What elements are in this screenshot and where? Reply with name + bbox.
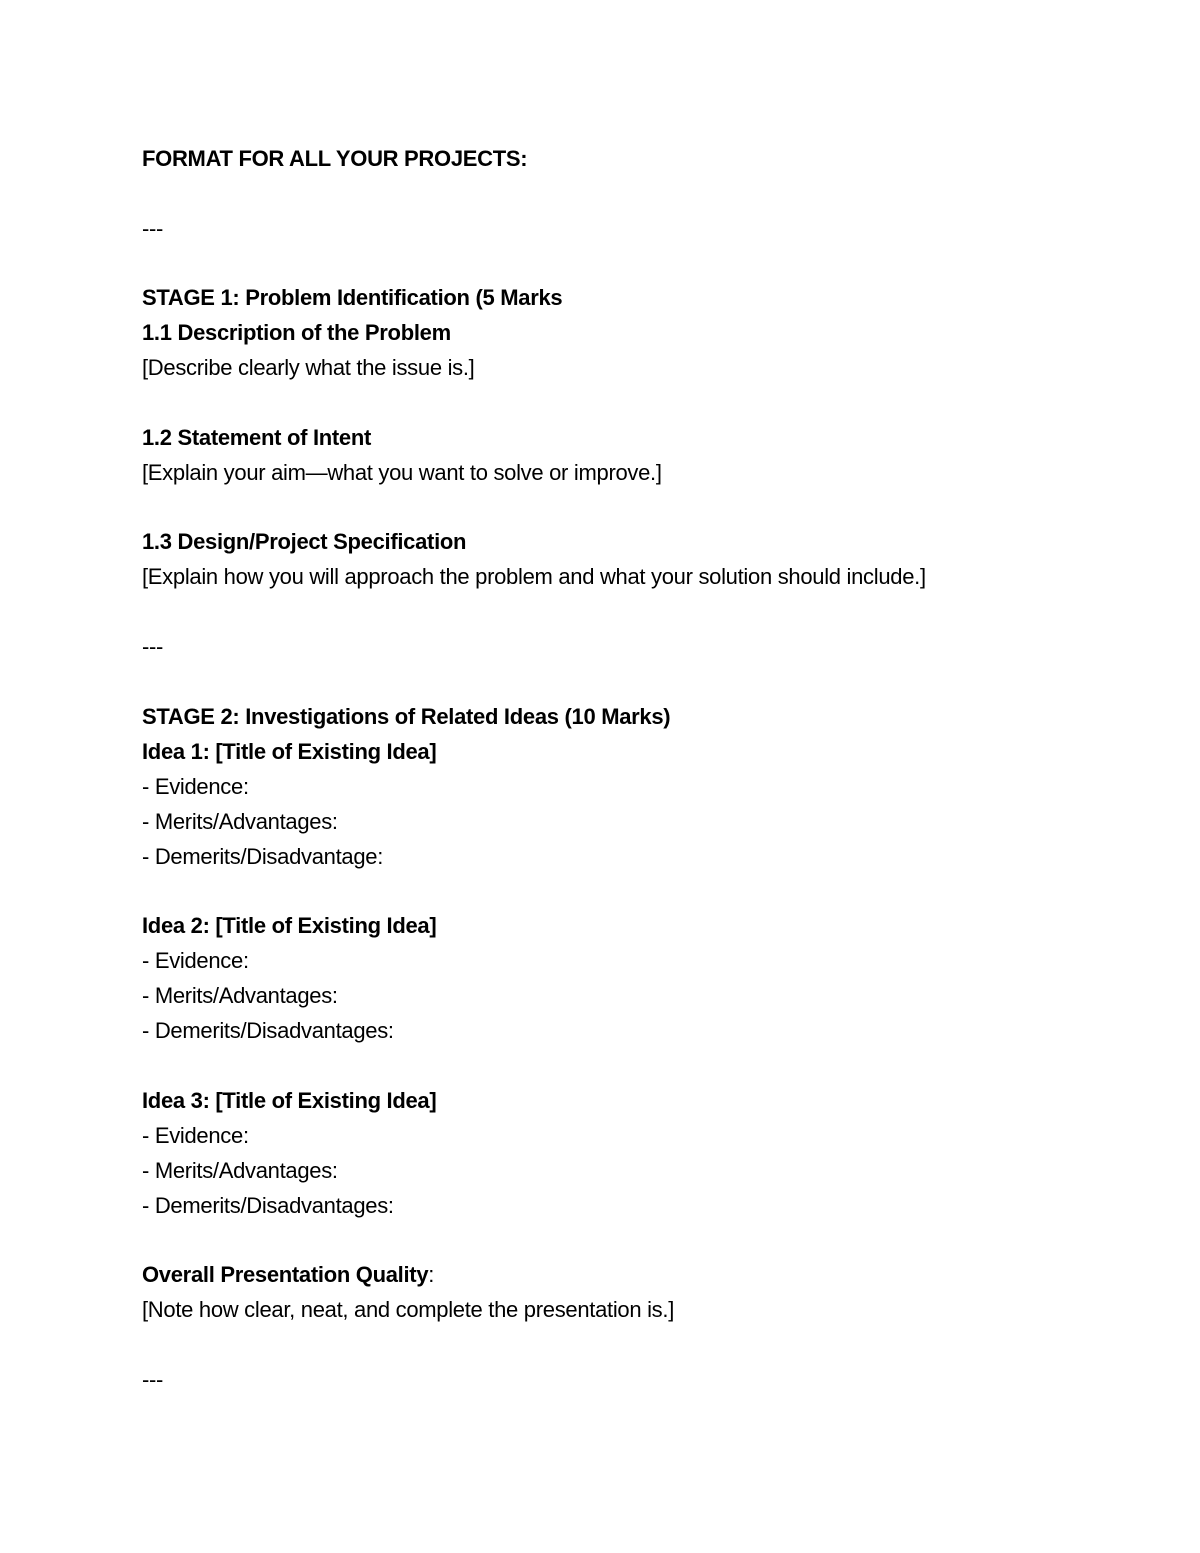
idea-2-merits: - Merits/Advantages:: [142, 983, 338, 1008]
idea-2-evidence: - Evidence:: [142, 948, 249, 973]
section-1-3-title: 1.3 Design/Project Specification: [142, 529, 467, 554]
section-1-1-text: [Describe clearly what the issue is.]: [142, 355, 475, 380]
section-1-3-text: [Explain how you will approach the problem and what your solution should include.]: [142, 564, 926, 589]
section-1-1-title: 1.1 Description of the Problem: [142, 320, 451, 345]
idea-3-merits: - Merits/Advantages:: [142, 1158, 338, 1183]
overall-quality-line: [142, 1262, 434, 1288]
separator-3: ---: [142, 1367, 164, 1392]
stage1-heading: STAGE 1: Problem Identification (5 Marks: [142, 285, 563, 310]
idea-1-title: Idea 1: [Title of Existing Idea]: [142, 739, 437, 764]
separator-2: ---: [142, 634, 164, 659]
idea-3-demerits: - Demerits/Disadvantages:: [142, 1193, 394, 1218]
separator-1: ---: [142, 216, 164, 241]
idea-3-evidence: - Evidence:: [142, 1123, 249, 1148]
idea-3-title: Idea 3: [Title of Existing Idea]: [142, 1088, 437, 1113]
section-1-2-text: [Explain your aim—what you want to solve or improve.]: [142, 460, 662, 485]
stage2-heading: STAGE 2: Investigations of Related Ideas (10 Marks): [142, 704, 671, 729]
section-1-2-title: 1.2 Statement of Intent: [142, 425, 372, 450]
idea-2-title: Idea 2: [Title of Existing Idea]: [142, 913, 437, 938]
overall-quality-colon: :: [428, 1262, 435, 1287]
idea-1-evidence: - Evidence:: [142, 774, 249, 799]
overall-quality-text: [Note how clear, neat, and complete the presentation is.]: [142, 1297, 675, 1322]
idea-1-merits: - Merits/Advantages:: [142, 809, 338, 834]
idea-2-demerits: - Demerits/Disadvantages:: [142, 1018, 394, 1043]
document-title: FORMAT FOR ALL YOUR PROJECTS:: [142, 146, 528, 171]
idea-1-demerits: - Demerits/Disadvantage:: [142, 844, 384, 869]
overall-quality-label: Overall Presentation Quality: [142, 1262, 429, 1287]
